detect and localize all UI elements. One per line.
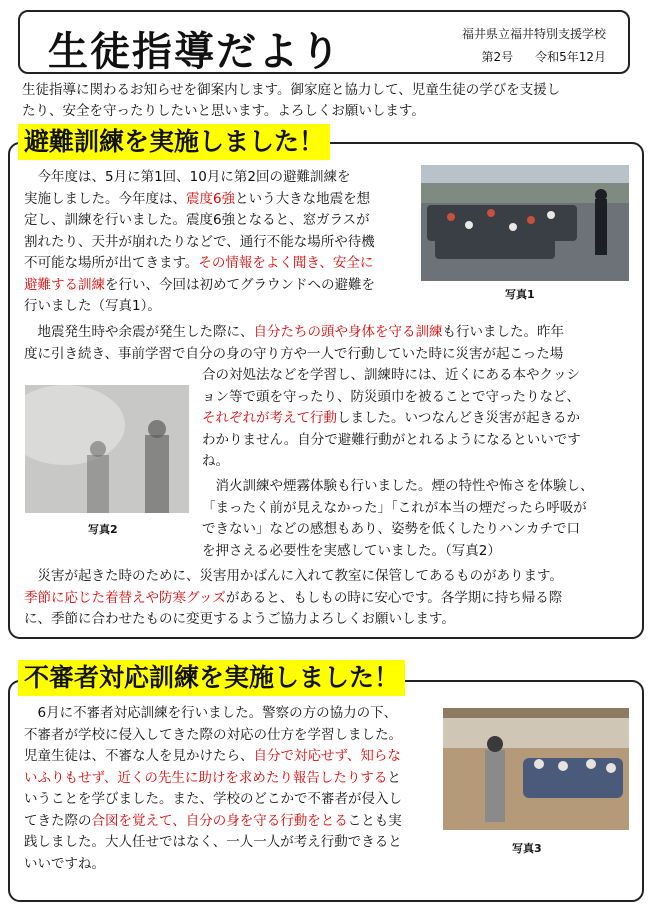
newsletter-title: 生徒指導だより: [48, 29, 342, 75]
intro-line: たり、安全を守ったりしたいと思います。よろしくお願いします。: [22, 103, 425, 119]
intruder-drill-photo: [443, 708, 629, 830]
school-name: 福井県立福井特別支援学校: [461, 27, 606, 41]
intro-line: 生徒指導に関わるお知らせを御案内します。御家庭と協力して、児童生徒の学びを支援し: [22, 82, 561, 98]
photo2-caption: 写真2: [88, 523, 118, 536]
evacuation-section-heading: 避難訓練を実施しました！: [18, 124, 330, 160]
intruder-section-heading: 不審者対応訓練を実施しました！: [18, 660, 405, 696]
section1-paragraph-4: 災害が起きた時のために、災害用かばんに入れて教室に保管してあるものがあります。 季節に応じた着替えや防寒グッズがあると、もしもの時に安心です。各学期に持ち帰る際 に、季節に合わせたものに変更するようご協力よろしくお願いします。: [24, 568, 563, 627]
issue-info: [481, 48, 606, 65]
section1-paragraph-2-top: 地震発生時や余震が発生した際に、自分たちの頭や身体を守る訓練も行いました。昨年 度に引き続き、事前学習で自分の身の守り方や一人で行動していた時に災害が起こった場: [24, 324, 564, 362]
section1-paragraph-1: 今年度は、5月に第1回、10月に第2回の避難訓練を 実施しました。今年度は、震度6強という大きな地震を想 定し、訓練を行いました。震度6強となると、窓ガラスが 割れたり、天井が崩れたりなどで、通行不能な場所や待機 不可能な場所が出てきます。その情報をよく聞き、安全に 避難する訓練を行い、今回は初めてグラウンドへの避難を 行いました（写真1）。: [24, 169, 375, 314]
issue-date: 令和5年12月: [535, 50, 606, 64]
smoke-experience-illustration: [25, 385, 189, 513]
evacuation-drill-illustration: [421, 165, 629, 281]
intruder-drill-illustration: [443, 708, 629, 830]
evacuation-drill-photo: [421, 165, 629, 281]
section1-paragraph-3: 消火訓練や煙霧体験も行いました。煙の特性や怖さを体験し、 「まったく前が見えなかった」「これが本当の煙だったら呼吸が できない」などの感想もあり、姿勢を低くしたりハンカチで口 を押さえる必要性を実感していました。（写真2）: [202, 478, 594, 559]
intro-text: [22, 80, 628, 122]
smoke-experience-photo: [25, 385, 189, 513]
photo1-caption: 写真1: [505, 288, 535, 301]
photo3-caption: 写真3: [512, 842, 542, 855]
section1-paragraph-2-side: 合の対処法などを学習し、訓練時には、近くにある本やクッシ ョン等で頭を守ったり、防災頭巾を被ることで守ったりなど、 それぞれが考えて行動しました。いつなんどき災害が起きるか わかりません。自分で避難行動がとれるようになるといいです ね。: [202, 367, 581, 469]
masthead: [18, 10, 630, 74]
section2-paragraph-1: 6月に不審者対応訓練を行いました。警察の方の協力の下、 不審者が学校に侵入してきた際の対応の仕方を学習しました。 児童生徒は、不審な人を見かけたら、自分で対応せず、知らな いふりもせず、近くの先生に助けを求めたり報告したりすると いうことを学びました。また、学校のどこかで不審者が侵入し てきた際の合図を覚えて、自分の身を守る行動をとることも実 践しました。大人任せではなく、一人一人が考え行動できると いいですね。: [24, 705, 402, 872]
issue-number: 第2号: [481, 50, 514, 64]
